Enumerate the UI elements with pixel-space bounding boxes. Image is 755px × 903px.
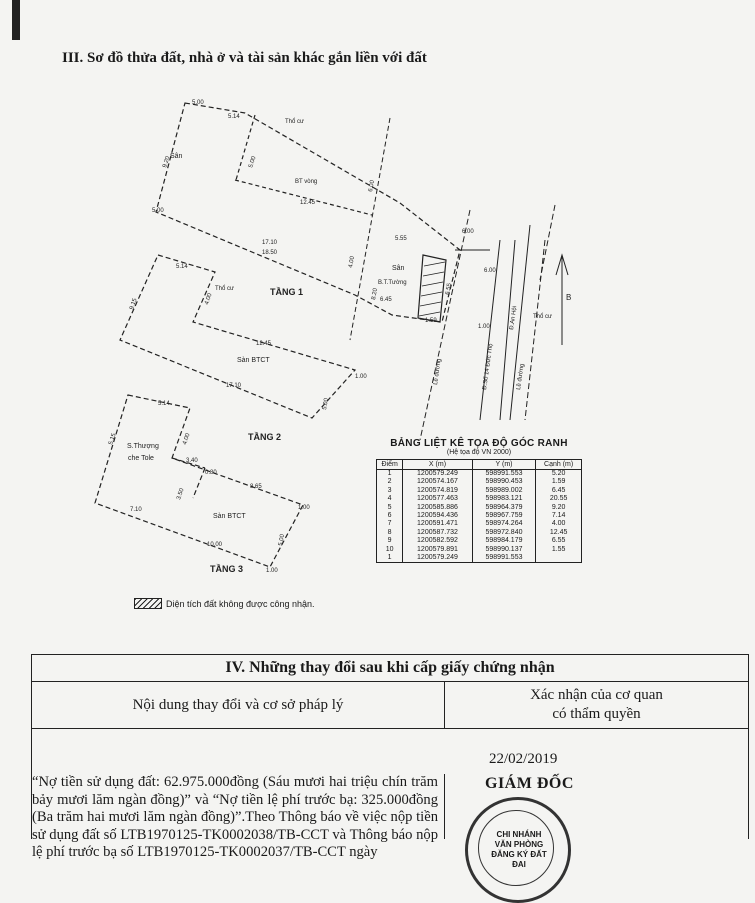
coord-cell: 5.20 [536, 470, 582, 479]
coord-row [377, 520, 582, 528]
coord-row [377, 554, 582, 563]
change-content-text: “Nợ tiền sử dụng đất: 62.975.000đồng (Sáu mươi hai triệu chín trăm bảy mươi lăm ngàn đồng)” và “Nợ tiền lệ phí trước bạ: 325.000đồng (Ba trăm hai mươi lăm ngàn đồng)”.Theo Thông báo về việc nộp tiền sử dụng đất số LTB1970125-TK0002038/TB-CCT và Thông báo nộp lệ phí trước bạ số LTB1970125-TK0002037/TB-CCT ngày [32, 774, 445, 839]
dim: 1.00 [355, 374, 367, 380]
confirm-date: 22/02/2019 [489, 751, 558, 767]
coord-cell: 1200579.249 [403, 554, 472, 563]
coord-cell: 4 [377, 495, 403, 503]
label-tang2: TẦNG 2 [248, 432, 282, 442]
dim: 9.15 [129, 297, 139, 311]
dim: 5.00 [322, 397, 330, 411]
coord-cell: 598989.002 [472, 487, 536, 495]
dim: 5.14 [158, 401, 170, 407]
coord-row [377, 512, 582, 520]
section4-header-row [32, 682, 748, 729]
section3-title: III. Sơ đồ thửa đất, nhà ở và tài sản khác gắn liền với đất [62, 50, 427, 66]
dim: 1.59 [425, 318, 437, 324]
label-tang1: TẦNG 1 [270, 287, 304, 297]
coord-cell: 1200579.249 [403, 470, 472, 479]
col-header-confirm-line1: Xác nhận của cơ quan [530, 687, 663, 703]
coord-cell: 1200585.886 [403, 504, 472, 512]
dim: 5.14 [176, 264, 188, 270]
coord-cell: 1200582.592 [403, 537, 472, 545]
label-che-tole: che Tole [128, 455, 154, 462]
coord-cell: 1200591.471 [403, 520, 472, 528]
coord-cell: 1200574.819 [403, 487, 472, 495]
floor1-parcel [156, 103, 460, 322]
dim: 0.80 [205, 470, 217, 476]
coord-cell: 598990.137 [472, 546, 536, 554]
coord-row [377, 495, 582, 503]
hatch-swatch [134, 598, 162, 609]
dim: 6.00 [484, 268, 496, 274]
office-seal [465, 797, 571, 903]
floor2-dimensions [129, 264, 367, 410]
coord-cell: 9 [377, 537, 403, 545]
dim: 6.55 [445, 282, 453, 296]
coord-cell: 4.00 [536, 520, 582, 528]
label-san-btct-2: Sàn BTCT [237, 357, 270, 364]
dim: 6.00 [368, 179, 376, 193]
coord-cell: 9.20 [536, 504, 582, 512]
coord-cell: 598991.553 [472, 554, 536, 563]
dim: 5.00 [192, 100, 204, 106]
coord-header-cell: Cạnh (m) [536, 460, 582, 470]
dim: 5.00 [248, 155, 258, 169]
coordinate-table-block [376, 438, 582, 563]
legend [134, 598, 315, 609]
dim: 8.65 [250, 484, 262, 490]
label-s-thuong: S.Thượng [127, 443, 159, 450]
dim: 5.14 [228, 114, 240, 120]
col-header-confirm-line2: có thẩm quyền [552, 706, 641, 722]
coord-cell: 2 [377, 478, 403, 486]
coord-cell: 12.45 [536, 529, 582, 537]
label-tho-cu-left: Thổ cư [215, 286, 235, 292]
coord-cell: 598984.179 [472, 537, 536, 545]
coord-cell: 8 [377, 529, 403, 537]
coord-cell: 3 [377, 487, 403, 495]
coord-cell: 6.55 [536, 537, 582, 545]
floor1-dimensions [152, 100, 496, 330]
coord-cell: 1200587.732 [403, 529, 472, 537]
dim: 5.55 [395, 236, 407, 242]
dim: 3.40 [186, 458, 198, 464]
label-san-btct-3: Sàn BTCT [213, 513, 246, 520]
coord-cell: 598983.121 [472, 495, 536, 503]
dim: 4.00 [204, 292, 214, 306]
section4-table [31, 654, 749, 869]
coord-cell: 1200574.167 [403, 478, 472, 486]
coord-header-cell: Điểm [377, 460, 403, 470]
floor2-outline [120, 255, 355, 418]
dim: 5.15 [108, 432, 118, 446]
dim: 1.00 [298, 505, 310, 511]
dim: 1.00 [478, 324, 490, 330]
coord-cell: 1200579.891 [403, 546, 472, 554]
dim: 1.00 [266, 568, 278, 574]
label-le-duong-2: Lề đường [516, 363, 526, 391]
dim: 8.20 [371, 287, 379, 301]
coord-cell: 598974.264 [472, 520, 536, 528]
label-road-2: Đ.An Hội [509, 305, 519, 331]
coord-cell: 7 [377, 520, 403, 528]
coord-row [377, 478, 582, 486]
dim: 17.10 [226, 383, 242, 389]
label-road-1: Đ.Số 14 Đức Thọ [482, 343, 495, 391]
coord-header-cell: X (m) [403, 460, 472, 470]
coordinate-table [376, 459, 582, 563]
coord-cell: 10 [377, 546, 403, 554]
coord-table-title: BẢNG LIỆT KÊ TỌA ĐỘ GÓC RANH [390, 438, 568, 449]
coord-cell: 20.55 [536, 495, 582, 503]
coord-cell: 598990.453 [472, 478, 536, 486]
coord-cell: 598991.553 [472, 470, 536, 479]
coord-header-cell: Y (m) [472, 460, 536, 470]
dim: 5.00 [152, 208, 164, 214]
coord-cell: 1 [377, 554, 403, 563]
coord-cell: 598964.379 [472, 504, 536, 512]
section4-title: IV. Những thay đổi sau khi cấp giấy chứng nhận [32, 655, 748, 682]
label-tang3: TẦNG 3 [210, 564, 244, 574]
legend-text: Diện tích đất không được công nhận. [166, 598, 315, 609]
seal-line3: ĐĂNG KÝ ĐẤT ĐAI [491, 850, 547, 869]
dim: 12.45 [300, 200, 316, 206]
coord-row [377, 546, 582, 554]
dim: 6.00 [462, 229, 474, 235]
floor3-outline [95, 395, 303, 567]
confirmation-cell [445, 729, 748, 869]
coord-row [377, 504, 582, 512]
section4-body-row [32, 729, 748, 869]
coord-cell: 6.45 [536, 487, 582, 495]
seal-text [484, 830, 554, 870]
coord-cell: 1200594.436 [403, 512, 472, 520]
dim: 7.10 [130, 507, 142, 513]
coord-cell: 6 [377, 512, 403, 520]
label-san-right: Sân [392, 265, 405, 272]
label-tho-cu-right: Thổ cư [533, 314, 553, 320]
dim: 3.50 [176, 487, 186, 501]
coord-row [377, 529, 582, 537]
coord-row [377, 487, 582, 495]
coord-cell: 5 [377, 504, 403, 512]
seal-line1: CHI NHÁNH [496, 830, 542, 839]
coord-cell: 1200577.463 [403, 495, 472, 503]
coord-row [377, 537, 582, 545]
coord-table-subtitle: (Hệ tọa độ VN 2000) [446, 449, 512, 456]
coord-cell: 1.55 [536, 546, 582, 554]
coord-cell: 598967.759 [472, 512, 536, 520]
col-header-confirm [445, 682, 748, 728]
dim: 4.00 [182, 432, 192, 446]
label-san-left: Sân [170, 153, 183, 160]
label-le-duong-1: Lề đường [433, 358, 443, 386]
dim: 18.50 [262, 250, 278, 256]
dim: 6.45 [380, 297, 392, 303]
coord-cell: 1 [377, 470, 403, 479]
coord-cell: 7.14 [536, 512, 582, 520]
coord-row [377, 470, 582, 479]
coord-cell: 598972.840 [472, 529, 536, 537]
coord-cell [536, 554, 582, 563]
label-bt-vuong: BT vòng [295, 179, 318, 185]
col-header-content: Nội dung thay đổi và cơ sở pháp lý [32, 682, 445, 728]
dim: 17.10 [262, 240, 278, 246]
label-tho-cu-top: Thổ cư [285, 119, 305, 125]
label-north: B [566, 293, 572, 302]
label-btt-tuong: B.T.Tường [378, 280, 407, 286]
dim: 10.00 [207, 542, 223, 548]
coord-cell: 1.59 [536, 478, 582, 486]
dim: 12.45 [256, 341, 272, 347]
director-title: GIÁM ĐỐC [485, 775, 574, 792]
dim: 5.00 [278, 533, 286, 547]
seal-line2: VĂN PHÒNG [494, 840, 544, 849]
dim: 4.00 [348, 255, 356, 269]
dim: 9.20 [162, 155, 172, 169]
